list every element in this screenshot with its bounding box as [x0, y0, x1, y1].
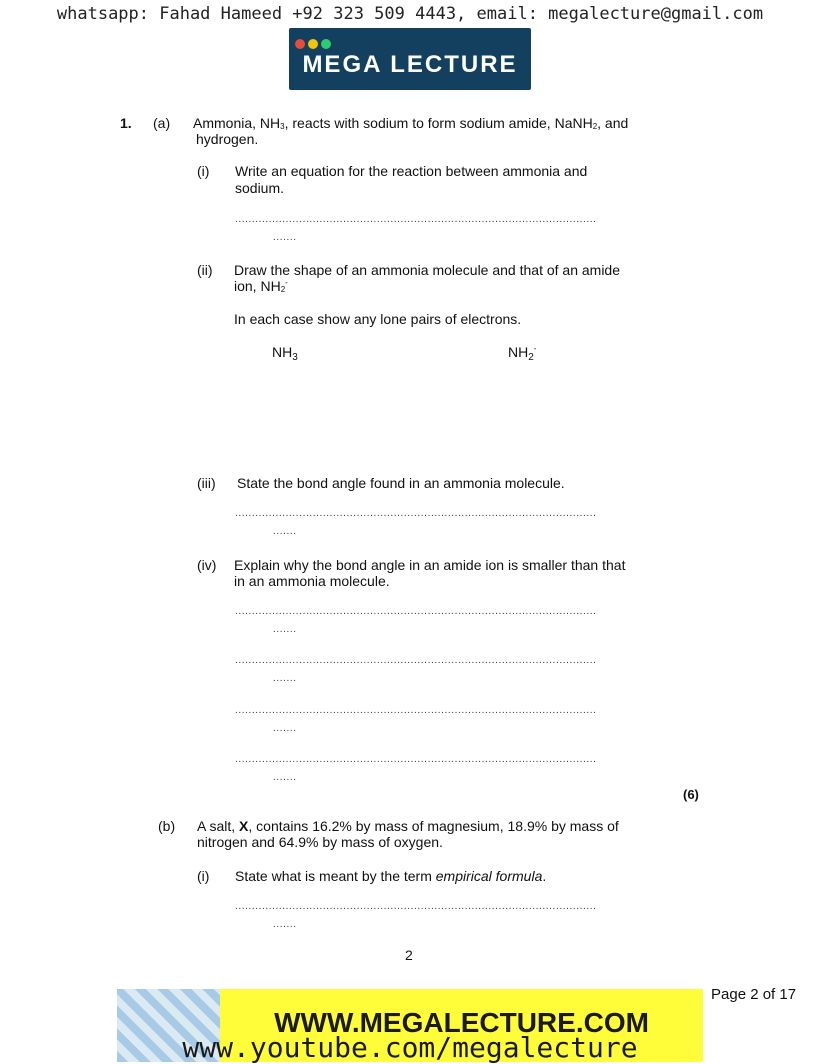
part-b-line1: A salt, X, contains 16.2% by mass of magnesium, 18.9% by mass of — [197, 818, 619, 834]
answer-line-tail: ....... — [273, 723, 297, 734]
part-a-stem-line1: Ammonia, NH3, reacts with sodium to form sodium amide, NaNH2, and — [193, 115, 629, 131]
answer-line[interactable]: ........................................................................................................... — [235, 214, 597, 225]
part-a-ii-line2: ion, NH2- — [234, 278, 288, 294]
question-number: 1. — [120, 115, 132, 131]
part-a-iv-line2: in an ammonia molecule. — [234, 573, 390, 589]
part-a-iii-label: (iii) — [197, 475, 216, 491]
window-dots-icon — [295, 36, 334, 52]
answer-line[interactable]: ........................................................................................................... — [235, 754, 597, 765]
part-a-i-label: (i) — [197, 163, 210, 179]
answer-line[interactable]: ........................................................................................................... — [235, 901, 597, 912]
answer-line[interactable]: ........................................................................................................... — [235, 508, 597, 519]
answer-line-tail: ....... — [273, 919, 297, 930]
page-number: 2 — [405, 947, 413, 963]
logo-text: MEGA LECTURE — [302, 51, 518, 78]
part-a-ii-line1: Draw the shape of an ammonia molecule and that of an amide — [234, 262, 621, 278]
green-dot-icon — [321, 39, 331, 49]
part-a-label: (a) — [153, 115, 171, 131]
footer-website[interactable]: WWW.MEGALECTURE.COM — [274, 1007, 649, 1038]
part-a-iii-line1: State the bond angle found in an ammonia molecule. — [237, 475, 565, 491]
contact-header: whatsapp: Fahad Hameed +92 323 509 4443, email: megalecture@gmail.com — [56, 4, 764, 24]
answer-line-tail: ....... — [273, 673, 297, 684]
part-a-ii-label: (ii) — [197, 262, 213, 278]
marks-total: (6) — [683, 787, 699, 802]
answer-line-tail: ....... — [273, 232, 297, 243]
part-a-iv-line1: Explain why the bond angle in an amide ion is smaller than that — [234, 557, 626, 573]
nh3-label: $NH_3$ — [272, 344, 298, 363]
page-of-indicator: Page 2 of 17 — [711, 986, 797, 1003]
footer-youtube[interactable]: www.youtube.com/megalecture — [182, 1031, 638, 1064]
part-b-i-line1: State what is meant by the term empirical formula. — [235, 868, 547, 884]
answer-line[interactable]: ........................................................................................................... — [235, 606, 597, 617]
part-a-stem-line2: hydrogen. — [196, 131, 259, 147]
part-b-label: (b) — [158, 818, 176, 834]
part-a-i-line2: sodium. — [235, 180, 285, 196]
answer-line-tail: ....... — [273, 526, 297, 537]
mega-lecture-logo — [289, 28, 531, 90]
part-b-i-label: (i) — [197, 868, 210, 884]
red-dot-icon — [295, 39, 305, 49]
part-a-i-line1: Write an equation for the reaction between ammonia and — [235, 163, 588, 179]
answer-line[interactable]: ........................................................................................................... — [235, 655, 597, 666]
part-b-line2: nitrogen and 64.9% by mass of oxygen. — [197, 834, 443, 850]
nh2-label: $NH_2^-$ — [508, 344, 537, 363]
part-a-ii-line3: In each case show any lone pairs of electrons. — [234, 311, 522, 327]
yellow-dot-icon — [308, 39, 318, 49]
answer-line-tail: ....... — [273, 624, 297, 635]
answer-line-tail: ....... — [273, 772, 297, 783]
answer-line[interactable]: ........................................................................................................... — [235, 705, 597, 716]
part-a-iv-label: (iv) — [197, 557, 217, 573]
